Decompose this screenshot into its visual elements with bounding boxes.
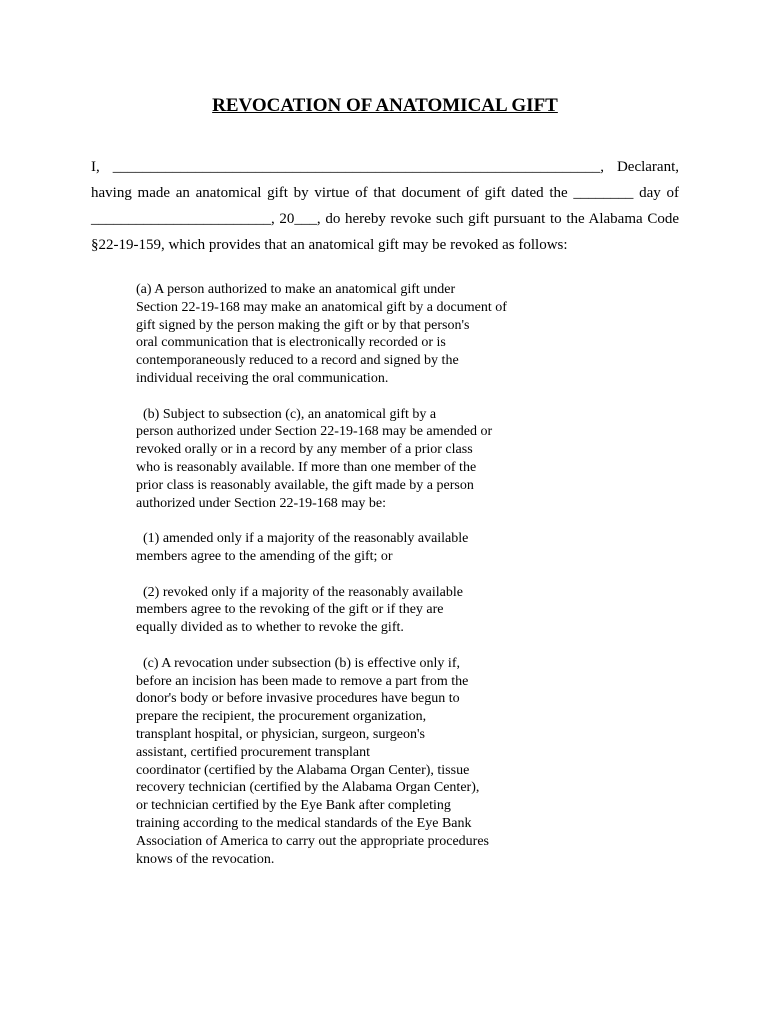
statute-line: (1) amended only if a majority of the reasonably available — [136, 531, 469, 547]
statute-para-b2 — [136, 584, 636, 637]
statute-line: prior class is reasonably available, the gift made by a person — [136, 477, 474, 493]
statute-para-b1 — [136, 530, 636, 566]
declaration-paragraph — [91, 154, 679, 258]
document-title: REVOCATION OF ANATOMICAL GIFT — [212, 95, 558, 116]
statute-para-b — [136, 406, 636, 513]
statute-line: who is reasonably available. If more than one member of the — [136, 459, 477, 475]
declarant-line: I, _________________________________________________________________, Declarant, — [91, 159, 679, 175]
statute-line: (c) A revocation under subsection (b) is effective only if, — [136, 655, 460, 671]
statute-line: gift signed by the person making the gift or by that person's — [136, 317, 470, 333]
statute-line: authorized under Section 22-19-168 may be: — [136, 495, 386, 511]
statute-line: revoked orally or in a record by any member of a prior class — [136, 442, 473, 458]
statute-line: knows of the revocation. — [136, 851, 275, 867]
statute-line: equally divided as to whether to revoke the gift. — [136, 620, 404, 636]
statute-line: individual receiving the oral communication. — [136, 370, 389, 386]
statute-line: assistant, certified procurement transplant — [136, 744, 371, 760]
gift-date-line: having made an anatomical gift by virtue of that document of gift dated the ________ day of — [91, 185, 679, 201]
statute-line: person authorized under Section 22-19-168 may be amended or — [136, 424, 493, 440]
statute-para-c — [136, 655, 636, 869]
statute-line: (2) revoked only if a majority of the reasonably available — [136, 584, 463, 600]
statute-para-a — [136, 281, 636, 388]
statute-line: recovery technician (certified by the Alabama Organ Center), — [136, 780, 480, 796]
statute-line: Section 22-19-168 may make an anatomical gift by a document of — [136, 299, 507, 315]
revoke-line: ________________________, 20___, do hereby revoke such gift pursuant to the Alabama Code — [91, 211, 679, 227]
code-reference-line: §22-19-159, which provides that an anatomical gift may be revoked as follows: — [91, 237, 568, 253]
statute-line: (b) Subject to subsection (c), an anatomical gift by a — [136, 406, 437, 422]
statute-line: members agree to the amending of the gift; or — [136, 548, 393, 564]
statute-line: before an incision has been made to remove a part from the — [136, 673, 469, 689]
statute-line: members agree to the revoking of the gift or if they are — [136, 602, 444, 618]
statute-line: donor's body or before invasive procedures have begun to — [136, 691, 460, 707]
statute-line: coordinator (certified by the Alabama Organ Center), tissue — [136, 762, 470, 778]
statute-line: Association of America to carry out the appropriate procedures — [136, 833, 489, 849]
statute-quote — [136, 281, 636, 886]
statute-line: or technician certified by the Eye Bank after completing — [136, 798, 451, 814]
statute-line: training according to the medical standards of the Eye Bank — [136, 815, 472, 831]
statute-line: contemporaneously reduced to a record and signed by the — [136, 353, 459, 369]
statute-line: oral communication that is electronically recorded or is — [136, 335, 446, 351]
statute-line: prepare the recipient, the procurement organization, — [136, 709, 427, 725]
statute-line: transplant hospital, or physician, surgeon, surgeon's — [136, 726, 425, 742]
statute-line: (a) A person authorized to make an anatomical gift under — [136, 282, 456, 297]
